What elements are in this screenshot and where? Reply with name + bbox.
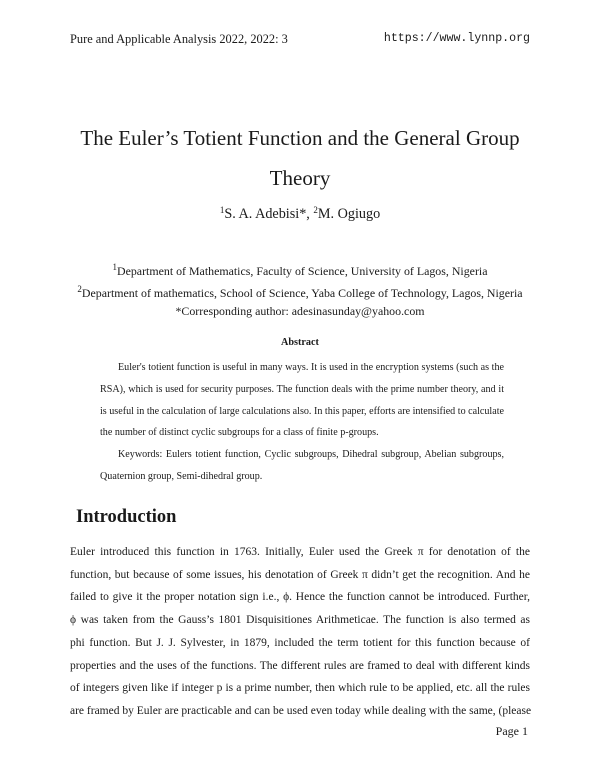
running-header	[70, 32, 530, 47]
paper-title: The Euler’s Totient Function and the General Group Theory	[80, 126, 520, 190]
keywords: Keywords: Eulers totient function, Cyclic subgroups, Dihedral subgroup, Abelian subgroups, Quaternion group, Semi-dihedral group.	[100, 449, 504, 482]
affiliation-2	[0, 284, 600, 301]
abstract-body	[100, 357, 504, 488]
author-2-sup: 2	[313, 205, 318, 215]
paragraph-line: failed to give it the proper notation sign i.e., ϕ. Hence the function cannot be introduced. Further,	[70, 591, 530, 604]
paragraph-line: phi function. But J. J. Sylvester, in 1879, included the term totient for this function because of	[70, 636, 530, 649]
paragraph-line: are framed by Euler are practicable and can be used even today while dealing with the same, (please	[70, 704, 532, 717]
affiliation-2-text: Department of mathematics, School of Science, Yaba College of Technology, Lagos, Nigeria	[81, 286, 523, 300]
journal-url[interactable]: https://www.lynnp.org	[383, 32, 530, 45]
page-number: Page 1	[495, 724, 528, 738]
journal-name: Pure and Applicable Analysis 2022, 2022: 3	[70, 32, 288, 46]
paragraph-line: ϕ was taken from the Gauss’s 1801 Disquisitiones Arithmeticae. The function is also termed as	[70, 614, 530, 627]
abstract-heading: Abstract	[281, 337, 319, 348]
paragraph-line: of integers given like if integer p is a prime number, then which rule to be applied, etc. all the rules	[70, 682, 530, 695]
paragraph-line: Euler introduced this function in 1763. Initially, Euler used the Greek π for denotation of the	[70, 546, 530, 558]
section-heading-introduction: Introduction	[76, 507, 177, 527]
author-1-sup: 1	[219, 205, 225, 215]
author-2-name: M. Ogiugo	[317, 206, 381, 222]
affiliation-1-sup: 1	[112, 262, 117, 272]
affiliation-1-text: Department of Mathematics, Faculty of Science, University of Lagos, Nigeria	[117, 264, 488, 278]
abstract-text: Euler's totient function is useful in many ways. It is used in the encryption systems (such as the RSA), which is used for security purposes. The function deals with the prime number theory, and it is useful in the calculation of large calculations also. In this paper, efforts are intensified to calculate the number of distinct cyclic subgroups for a class of finite p-groups.	[100, 362, 504, 439]
affiliation-1	[0, 262, 600, 279]
author-list	[0, 205, 600, 223]
introduction-paragraph	[70, 541, 530, 723]
corresponding-author: *Corresponding author: adesinasunday@yahoo.com	[175, 304, 425, 318]
affiliation-2-sup: 2	[77, 284, 82, 294]
author-1-name: S. A. Adebisi*,	[224, 206, 310, 222]
paragraph-line: function, but because of some issues, his denotation of Greek π didn’t get the recognition. And he	[70, 568, 530, 581]
paragraph-line: properties and the uses of the functions. The different rules are framed to deal with different kinds	[70, 659, 530, 672]
